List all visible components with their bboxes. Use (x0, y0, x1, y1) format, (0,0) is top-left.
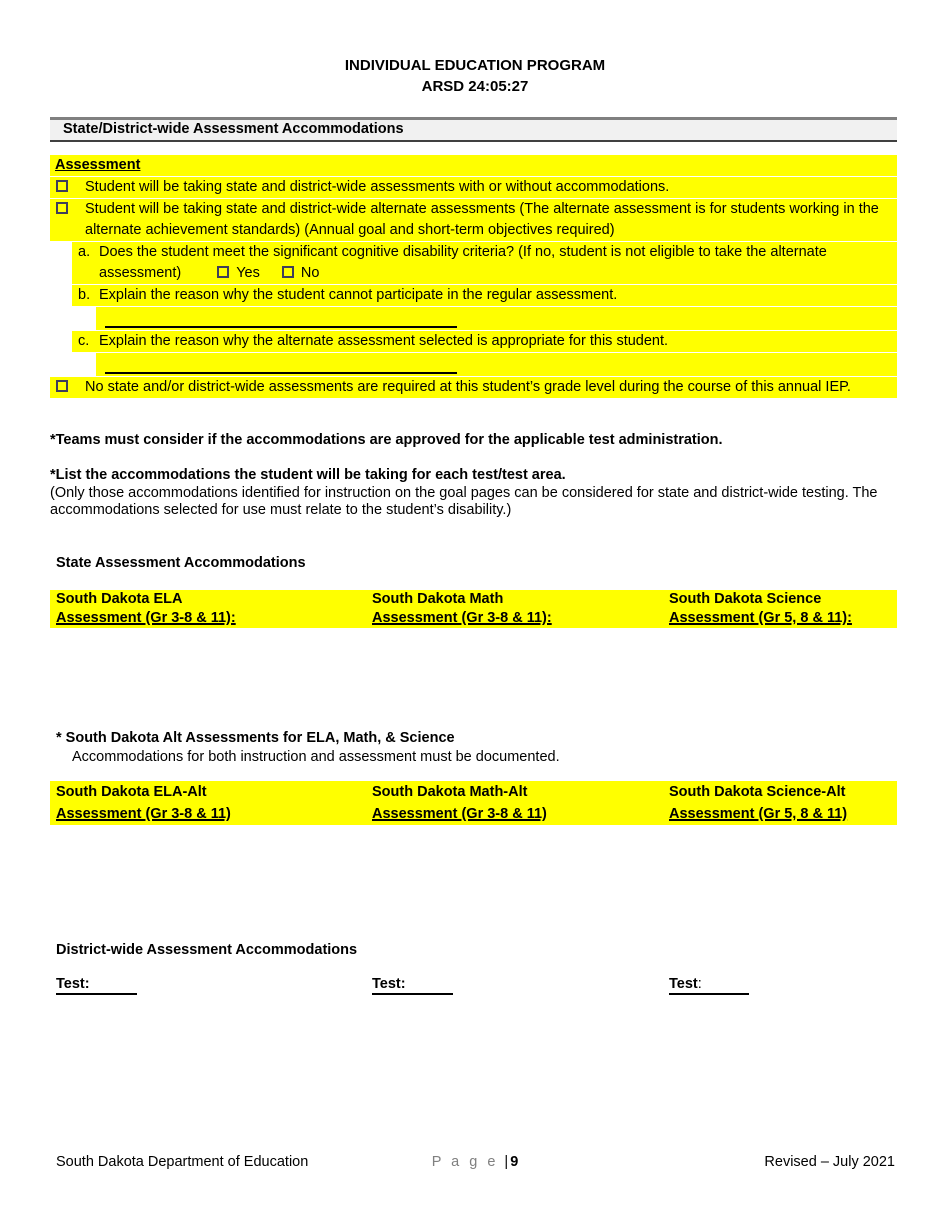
state-assessment-table-header (50, 590, 897, 628)
alt-ela-line1: South Dakota ELA-Alt (56, 784, 207, 800)
alt-assessment-table-header (50, 781, 897, 825)
title-line-2: ARSD 24:05:27 (421, 78, 529, 95)
alt-science-line1: South Dakota Science-Alt (669, 784, 846, 800)
district-test-row (50, 976, 897, 995)
teams-note: *Teams must consider if the accommodations are approved for the applicable test administration. (50, 432, 723, 448)
yes-option (217, 265, 260, 281)
sub-item-a-content (99, 242, 841, 284)
alt-math-line1: South Dakota Math-Alt (372, 784, 528, 800)
state-math-line1: South Dakota Math (372, 591, 504, 607)
alt-assessment-heading: * South Dakota Alt Assessments for ELA, Math, & Science (56, 730, 455, 746)
blank-row-b (96, 307, 897, 330)
sub-item-c-marker: c. (78, 333, 90, 349)
district-assessment-heading: District-wide Assessment Accommodations (56, 942, 358, 958)
alt-assessment-note: Accommodations for both instruction and assessment must be documented. (72, 748, 560, 765)
assessment-heading: Assessment (55, 157, 141, 173)
state-ela-line2: Assessment (Gr 3-8 & 11): (56, 610, 236, 626)
checkbox-yes[interactable] (217, 266, 229, 278)
state-math-line2: Assessment (Gr 3-8 & 11): (372, 610, 552, 626)
alt-math-header (372, 781, 669, 825)
assessment-option-regular (50, 177, 897, 198)
sub-item-b-text: Explain the reason why the student cannot participate in the regular assessment. (99, 287, 618, 303)
checkbox-regular-assessments[interactable] (56, 180, 68, 192)
test-2-field[interactable] (372, 976, 453, 995)
checkbox-column (56, 377, 85, 398)
alt-ela-header (50, 781, 372, 825)
blank-line-b[interactable] (105, 307, 457, 328)
sub-item-a (72, 242, 897, 284)
test-3-label: Test (669, 976, 698, 992)
assessment-section (50, 155, 897, 398)
option-regular-text: Student will be taking state and district-wide assessments with or without accommodations. (85, 179, 670, 195)
checkbox-no[interactable] (282, 266, 294, 278)
test-cell-3 (669, 976, 897, 995)
state-science-header (669, 590, 897, 628)
option-none-text: No state and/or district-wide assessments are required at this student’s grade level during the course of this annual IEP. (85, 379, 851, 395)
test-3-field[interactable] (669, 976, 749, 995)
alt-ela-line2: Assessment (Gr 3-8 & 11) (56, 806, 231, 822)
sub-item-a-text: Does the student meet the significant cognitive disability criteria? (If no, student is not eligible to take the alternate assessment) (99, 244, 827, 281)
footer-left: South Dakota Department of Education (56, 1154, 309, 1170)
state-science-line2: Assessment (Gr 5, 8 & 11): (669, 610, 852, 626)
state-ela-line1: South Dakota ELA (56, 591, 183, 607)
footer-page-separator: | (504, 1154, 509, 1170)
document-title (0, 55, 950, 97)
checkbox-no-assessments-required[interactable] (56, 380, 68, 392)
checkbox-column (56, 177, 85, 198)
list-note-heading: *List the accommodations the student will be taking for each test/test area. (50, 467, 566, 483)
title-line-1: INDIVIDUAL EDUCATION PROGRAM (344, 57, 606, 74)
alt-assessment-heading-block (56, 729, 896, 766)
sub-item-a-marker: a. (78, 244, 91, 260)
blank-row-c (96, 353, 897, 376)
state-ela-header (50, 590, 372, 628)
section-header-bar (50, 117, 897, 142)
section-header-title: State/District-wide Assessment Accommodations (63, 121, 404, 137)
sub-item-b (72, 285, 897, 306)
sub-item-c-text: Explain the reason why the alternate assessment selected is appropriate for this student. (99, 333, 669, 349)
option-alternate-text: Student will be taking state and district-wide alternate assessments (The alternate assessment is for students working in the alternate achievement standards) (Annual goal and short-term objectives required) (85, 201, 879, 238)
footer-right: Revised – July 2021 (764, 1154, 895, 1170)
blank-line-c[interactable] (105, 353, 457, 374)
assessment-heading-row (50, 155, 897, 176)
no-option (282, 265, 320, 281)
test-3-colon: : (697, 976, 702, 992)
state-assessment-heading: State Assessment Accommodations (56, 555, 306, 571)
test-cell-1 (50, 976, 372, 995)
footer-page-word: P a g e (431, 1154, 499, 1170)
footer-page-number: 9 (510, 1154, 519, 1170)
alt-science-line2: Assessment (Gr 5, 8 & 11) (669, 806, 848, 822)
test-1-label: Test: (56, 976, 90, 992)
assessment-option-alternate (50, 199, 897, 241)
state-math-header (372, 590, 669, 628)
checkbox-column (56, 199, 85, 241)
checkbox-alternate-assessments[interactable] (56, 202, 68, 214)
page-footer (0, 1154, 950, 1174)
alt-science-header (669, 781, 897, 825)
test-1-field[interactable] (56, 976, 137, 995)
test-cell-2 (372, 976, 669, 995)
list-accommodations-note (50, 467, 897, 520)
list-note-detail: (Only those accommodations identified for instruction on the goal pages can be considered for state and district-wide testing. The accommodations selected for use must relate to the student’s disability.) (50, 484, 878, 518)
assessment-option-none (50, 377, 897, 398)
test-2-label: Test: (372, 976, 406, 992)
sub-item-c (72, 331, 897, 352)
sub-item-b-marker: b. (78, 287, 91, 303)
state-science-line1: South Dakota Science (669, 591, 822, 607)
yes-label: Yes (236, 265, 260, 281)
no-label: No (300, 265, 320, 281)
alt-math-line2: Assessment (Gr 3-8 & 11) (372, 806, 547, 822)
